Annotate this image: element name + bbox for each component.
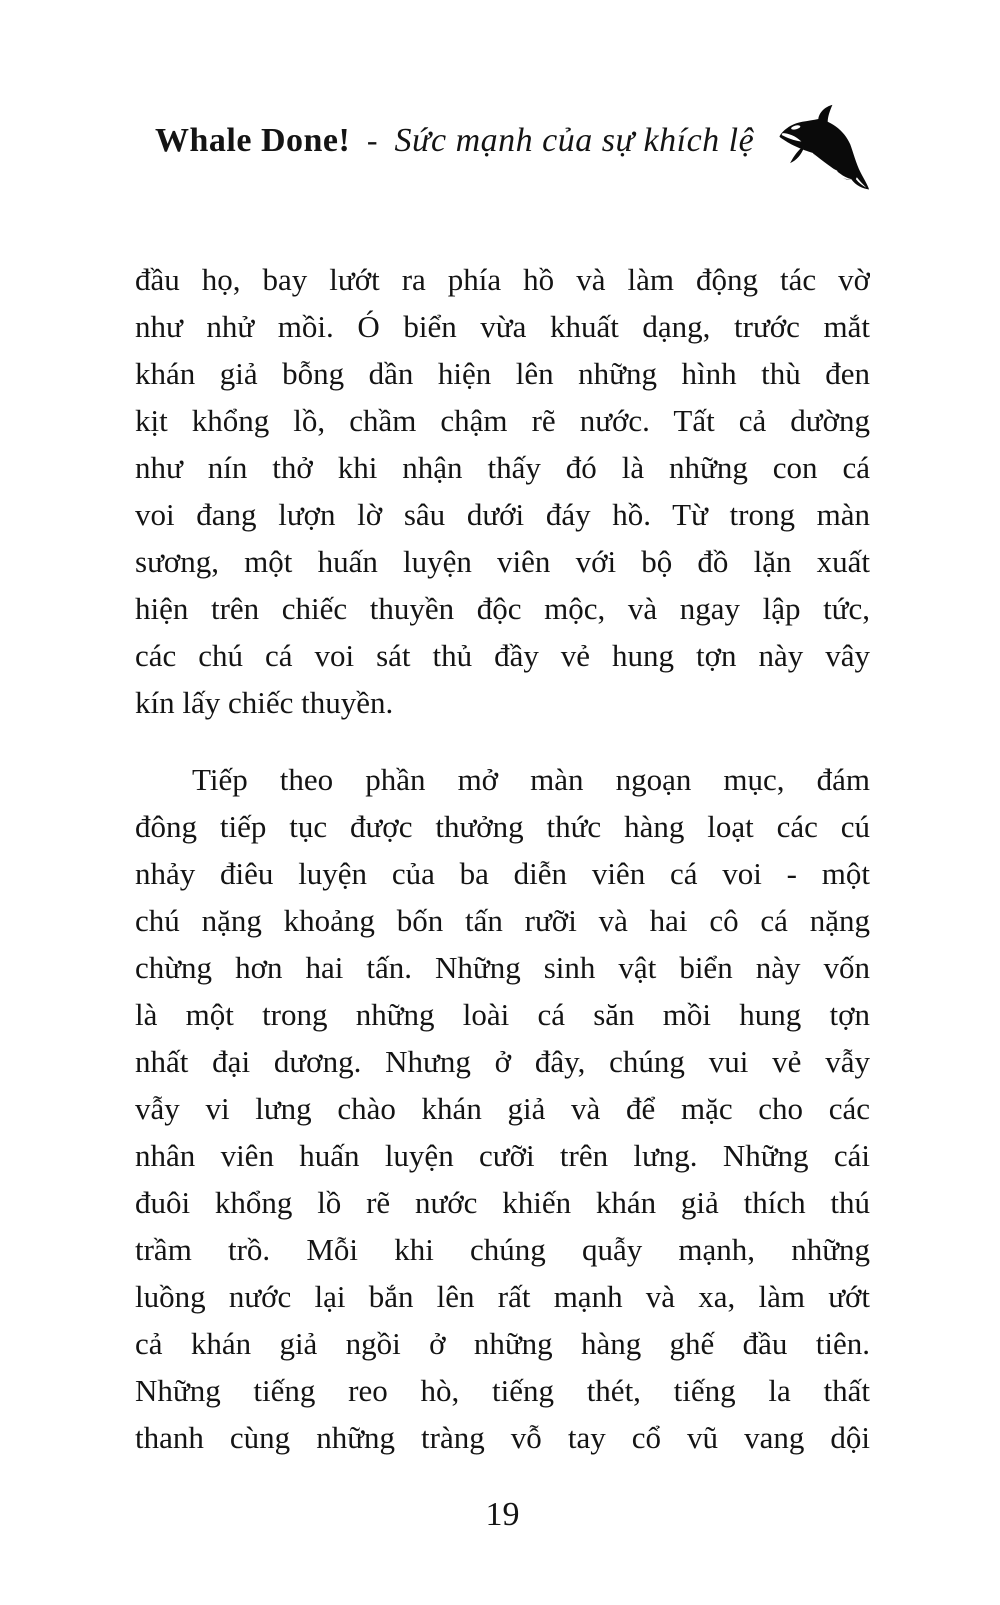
text-line: chừng hơn hai tấn. Những sinh vật biển này vốn	[135, 950, 870, 985]
title-separator: -	[366, 122, 378, 158]
text-line: sương, một huấn luyện viên với bộ đồ lặn xuất	[135, 544, 870, 579]
text-line: nhất đại dương. Nhưng ở đây, chúng vui vẻ vẫy	[135, 1044, 870, 1079]
text-line: thanh cùng những tràng vỗ tay cổ vũ vang dội	[135, 1420, 870, 1455]
book-subtitle: Sức mạnh của sự khích lệ	[394, 122, 755, 159]
paragraph	[135, 756, 870, 1461]
text-line: Tiếp theo phần mở màn ngoạn mục, đám	[192, 762, 870, 797]
text-line: hiện trên chiếc thuyền độc mộc, và ngay lập tức,	[135, 591, 870, 626]
text-line: nhân viên huấn luyện cưỡi trên lưng. Những cái	[135, 1138, 870, 1173]
text-line: khán giả bỗng dần hiện lên những hình thù đen	[135, 356, 870, 391]
text-line: Những tiếng reo hò, tiếng thét, tiếng la thất	[135, 1373, 870, 1408]
text-line: voi đang lượn lờ sâu dưới đáy hồ. Từ trong màn	[135, 497, 870, 532]
text-line: chú nặng khoảng bốn tấn rưỡi và hai cô cá nặng	[135, 903, 870, 938]
paragraph	[135, 256, 870, 726]
text-line: nhảy điêu luyện của ba diễn viên cá voi - một	[135, 856, 870, 891]
text-line: cả khán giả ngồi ở những hàng ghế đầu tiên.	[135, 1326, 870, 1361]
orca-icon	[776, 104, 870, 196]
book-title: Whale Done!	[155, 122, 351, 159]
page-body	[135, 256, 870, 1461]
text-line: đuôi khổng lồ rẽ nước khiến khán giả thích thú	[135, 1185, 870, 1220]
text-line: như nín thở khi nhận thấy đó là những con cá	[135, 450, 870, 485]
text-line: các chú cá voi sát thủ đầy vẻ hung tợn này vây	[135, 638, 870, 673]
text-line: là một trong những loài cá săn mồi hung tợn	[135, 997, 870, 1032]
text-line: đông tiếp tục được thưởng thức hàng loạt các cú	[135, 809, 870, 844]
page-footer	[135, 1496, 870, 1534]
text-line: đầu họ, bay lướt ra phía hồ và làm động tác vờ	[135, 262, 870, 297]
text-line: vẫy vi lưng chào khán giả và để mặc cho các	[135, 1091, 870, 1126]
text-line: luồng nước lại bắn lên rất mạnh và xa, làm ướt	[135, 1279, 870, 1314]
text-line: kịt khổng lồ, chầm chậm rẽ nước. Tất cả dường	[135, 403, 870, 438]
text-line: kín lấy chiếc thuyền.	[135, 685, 394, 720]
text-line: trầm trồ. Mỗi khi chúng quẫy mạnh, những	[135, 1232, 870, 1267]
text-line: như nhử mồi. Ó biển vừa khuất dạng, trước mắt	[135, 309, 870, 344]
page-number: 19	[485, 1496, 520, 1533]
running-head	[155, 122, 754, 160]
